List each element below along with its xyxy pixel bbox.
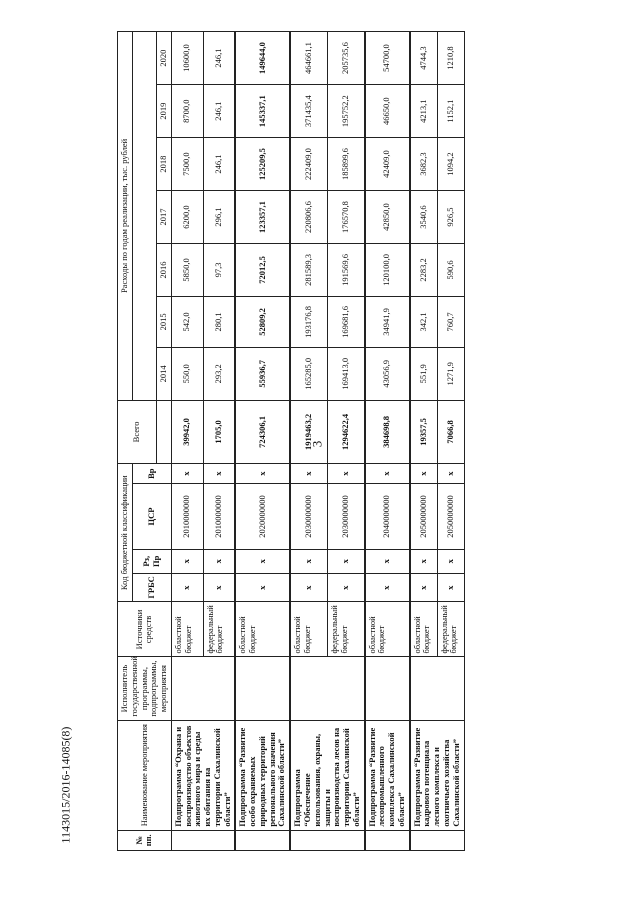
row-executor (235, 657, 290, 720)
row-total: 7066,8 (437, 400, 464, 463)
row-year-value: 3540,6 (410, 191, 437, 244)
header-rzpr: Рз, Пр (132, 549, 171, 573)
row-year-value: 165285,0 (290, 347, 327, 400)
row-year-value: 42850,0 (365, 191, 410, 244)
row-source: федеральный бюджет (203, 602, 235, 657)
header-num: № пп. (118, 830, 172, 850)
row-csr: 2020000000 (235, 484, 290, 549)
table-row (235, 32, 290, 851)
row-grbs: x (171, 573, 203, 602)
row-total: 384698,8 (365, 400, 410, 463)
row-year-value: 123357,1 (235, 191, 290, 244)
row-year-value: 464661,1 (290, 32, 327, 85)
row-year-value: 8700,0 (171, 85, 203, 138)
row-name: Подпрограмма “Развитие кадрового потенциала лесного комплекса и охотничьего хозяйства Сахалинской области” (410, 720, 464, 830)
row-year-value: 193176,8 (290, 296, 327, 347)
row-year-value: 169681,6 (327, 296, 364, 347)
row-source: областной бюджет (410, 602, 437, 657)
row-year-value: 590,6 (437, 244, 464, 297)
row-year-value: 10600,0 (171, 32, 203, 85)
row-grbs: x (327, 573, 364, 602)
row-year-value: 550,0 (171, 347, 203, 400)
row-total: 1705,0 (203, 400, 235, 463)
row-source: федеральный бюджет (327, 602, 364, 657)
row-year-value: 280,1 (203, 296, 235, 347)
budget-table (117, 31, 465, 851)
row-csr: 2010000000 (203, 484, 235, 549)
row-year-value: 246,1 (203, 32, 235, 85)
row-year-value: 72012,5 (235, 244, 290, 297)
row-grbs: x (437, 573, 464, 602)
row-rzpr: x (203, 549, 235, 573)
row-year-value: 1094,2 (437, 138, 464, 191)
row-year-value: 220806,6 (290, 191, 327, 244)
header-year: 2020 (157, 32, 172, 85)
header-total: Всего (118, 400, 157, 463)
row-executor (410, 657, 464, 720)
row-year-value: 342,1 (410, 296, 437, 347)
row-csr: 2030000000 (327, 484, 364, 549)
row-rzpr: x (327, 549, 364, 573)
row-csr: 2040000000 (365, 484, 410, 549)
row-num (235, 830, 290, 850)
row-name: Подпрограмма “Обеспечение использования, охраны, защиты и воспроизводства лесов на территории Сахалинской области” (290, 720, 364, 830)
table-rotator (117, 31, 639, 851)
row-year-value: 145337,1 (235, 85, 290, 138)
row-rzpr: x (365, 549, 410, 573)
row-year-value: 371435,4 (290, 85, 327, 138)
row-grbs: x (203, 573, 235, 602)
row-source: областной бюджет (235, 602, 290, 657)
row-year-value: 293,2 (203, 347, 235, 400)
row-source: областной бюджет (365, 602, 410, 657)
header-grbs: ГРБС (132, 573, 171, 602)
row-year-value: 296,1 (203, 191, 235, 244)
row-total: 19357,5 (410, 400, 437, 463)
row-vr: x (410, 463, 437, 483)
row-year-value: 7500,0 (171, 138, 203, 191)
row-total: 1919463,2 (290, 400, 327, 463)
row-vr: x (437, 463, 464, 483)
row-csr: 2010000000 (171, 484, 203, 549)
row-num (365, 830, 410, 850)
row-year-value: 43056,9 (365, 347, 410, 400)
row-year-value: 149644,0 (235, 32, 290, 85)
row-year-value: 6200,0 (171, 191, 203, 244)
row-year-value: 281589,3 (290, 244, 327, 297)
table-row (365, 32, 410, 851)
row-year-value: 195752,2 (327, 85, 364, 138)
row-name: Подпрограмма “Развитие особо охраняемых природных территорий регионального значения Сахалинской области” (235, 720, 290, 830)
header-year: 2019 (157, 85, 172, 138)
row-year-value: 5850,0 (171, 244, 203, 297)
row-year-value: 1271,9 (437, 347, 464, 400)
row-year-value: 542,0 (171, 296, 203, 347)
row-grbs: x (410, 573, 437, 602)
header-year: 2015 (157, 296, 172, 347)
table-body (171, 32, 464, 851)
header-name: Наименование мероприятия (118, 720, 172, 830)
row-year-value: 205735,6 (327, 32, 364, 85)
row-year-value: 125209,5 (235, 138, 290, 191)
row-num (290, 830, 364, 850)
row-vr: x (365, 463, 410, 483)
document-id: 1143015/2016-14085(8) (58, 726, 73, 844)
row-source: областной бюджет (171, 602, 203, 657)
row-year-value: 185899,6 (327, 138, 364, 191)
row-year-value: 222409,0 (290, 138, 327, 191)
header-year: 2014 (157, 347, 172, 400)
row-year-value: 1210,8 (437, 32, 464, 85)
row-year-value: 34941,9 (365, 296, 410, 347)
row-total: 39942,0 (171, 400, 203, 463)
row-total: 724306,1 (235, 400, 290, 463)
header-sources: Источники средств (118, 602, 172, 657)
row-grbs: x (290, 573, 327, 602)
row-vr: x (235, 463, 290, 483)
row-year-value: 246,1 (203, 138, 235, 191)
row-executor (171, 657, 235, 720)
row-rzpr: x (171, 549, 203, 573)
row-csr: 2050000000 (410, 484, 437, 549)
row-rzpr: x (290, 549, 327, 573)
row-csr: 2030000000 (290, 484, 327, 549)
row-year-value: 191569,6 (327, 244, 364, 297)
table-row (410, 32, 437, 851)
row-year-value: 1152,1 (437, 85, 464, 138)
row-year-value: 246,1 (203, 85, 235, 138)
row-csr: 2050000000 (437, 484, 464, 549)
row-year-value: 169413,0 (327, 347, 364, 400)
page-number: 3 (309, 440, 325, 448)
row-year-value: 54700,0 (365, 32, 410, 85)
row-vr: x (171, 463, 203, 483)
header-csr: ЦСР (132, 484, 171, 549)
row-year-value: 55936,7 (235, 347, 290, 400)
row-rzpr: x (437, 549, 464, 573)
row-year-value: 97,3 (203, 244, 235, 297)
row-year-value: 4744,3 (410, 32, 437, 85)
row-executor (365, 657, 410, 720)
row-year-value: 120100,0 (365, 244, 410, 297)
header-year: 2018 (157, 138, 172, 191)
row-total: 1294622,4 (327, 400, 364, 463)
rotated-table-area (117, 31, 639, 851)
header-year: 2017 (157, 191, 172, 244)
row-source: федеральный бюджет (437, 602, 464, 657)
row-year-value: 42409,0 (365, 138, 410, 191)
row-name: Подпрограмма “Охрана и воспроизводство объектов животного мира и среды их обитания на территории Сахалинской области” (171, 720, 235, 830)
table-row (290, 32, 327, 851)
row-year-value: 551,9 (410, 347, 437, 400)
row-executor (290, 657, 364, 720)
row-source: областной бюджет (290, 602, 327, 657)
table-row (171, 32, 203, 851)
row-rzpr: x (410, 549, 437, 573)
header-budget-code: Код бюджетной классификации (118, 463, 133, 602)
row-name: Подпрограмма “Развитие лесопромышленного комплекса Сахалинской области” (365, 720, 410, 830)
row-grbs: x (365, 573, 410, 602)
row-year-value: 176570,8 (327, 191, 364, 244)
row-vr: x (203, 463, 235, 483)
row-grbs: x (235, 573, 290, 602)
row-year-value: 52809,2 (235, 296, 290, 347)
row-num (410, 830, 464, 850)
row-year-value: 760,7 (437, 296, 464, 347)
header-year: 2016 (157, 244, 172, 297)
row-year-value: 926,5 (437, 191, 464, 244)
row-year-value: 4213,1 (410, 85, 437, 138)
header-executor: Исполнитель государственной программы, подпрограммы, мероприятия (118, 657, 172, 720)
row-num (171, 830, 235, 850)
row-rzpr: x (235, 549, 290, 573)
row-year-value: 3682,3 (410, 138, 437, 191)
row-year-value: 2283,2 (410, 244, 437, 297)
header-total-empty (157, 400, 172, 463)
header-expenses: Расходы по годам реализации, тыс. рублей (118, 32, 133, 401)
table-header (118, 32, 172, 851)
row-vr: x (327, 463, 364, 483)
row-vr: x (290, 463, 327, 483)
header-vr: Вр (132, 463, 171, 483)
header-years-spacer (132, 32, 156, 401)
row-year-value: 46650,0 (365, 85, 410, 138)
